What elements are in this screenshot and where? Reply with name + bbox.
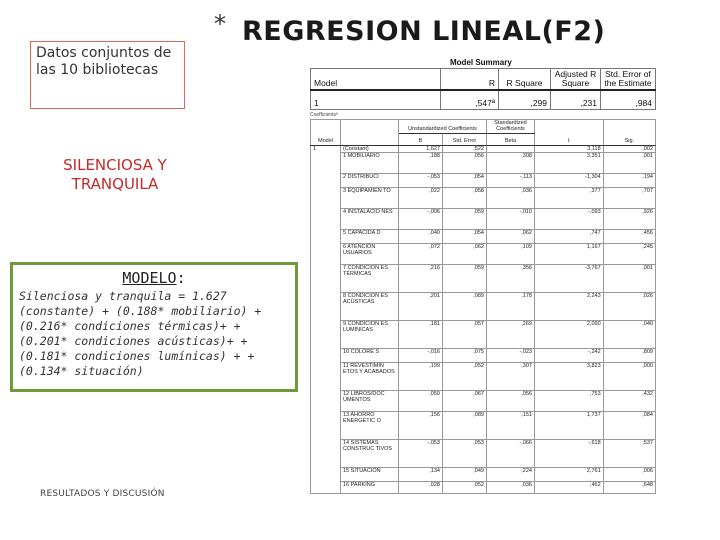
ms-cell-stderr: ,984 — [601, 90, 656, 109]
coef-variable: 10 COLORE S — [341, 348, 399, 362]
coef-value: -1,304 — [535, 173, 604, 187]
coef-variable: 2 DISTRIBUCI — [341, 173, 399, 187]
title-bullet: * — [214, 10, 226, 38]
coef-value: ,809 — [603, 348, 655, 362]
coef-value: ,308 — [487, 152, 535, 173]
datos-box — [30, 41, 185, 109]
coef-value: ,456 — [603, 229, 655, 243]
coef-row — [311, 208, 656, 229]
coef-variable: 9 CONDICION ES LUMÍNICAS — [341, 320, 399, 348]
coef-value: 3,118 — [535, 145, 604, 152]
coef-header-b: B — [399, 133, 443, 145]
coef-value: ,072 — [399, 243, 443, 264]
coef-value: 1,167 — [535, 243, 604, 264]
coef-row — [311, 173, 656, 187]
coef-value: ,151 — [487, 411, 535, 439]
coef-row — [311, 439, 656, 467]
datos-text: Datos conjuntos de las 10 bibliotecas — [36, 45, 172, 78]
coef-header-beta: Beta — [487, 133, 535, 145]
coef-value: -,006 — [399, 208, 443, 229]
coef-row — [311, 411, 656, 439]
coef-value: ,269 — [487, 320, 535, 348]
coef-value: ,058 — [443, 187, 487, 208]
coef-value: ,052 — [443, 481, 487, 493]
coef-value: ,707 — [603, 187, 655, 208]
coef-header-stderr: Std. Error — [443, 133, 487, 145]
modelo-heading — [19, 269, 289, 287]
coef-value: ,059 — [443, 264, 487, 292]
ms-cell-model: 1 — [311, 90, 441, 109]
coef-value: ,356 — [487, 264, 535, 292]
ms-header-stderr: Std. Error of the Estimate — [601, 69, 656, 91]
coef-value: ,194 — [603, 173, 655, 187]
coef-value: ,054 — [443, 173, 487, 187]
coef-value: 2,761 — [535, 467, 604, 481]
coef-value: ,002 — [603, 145, 655, 152]
coef-value: ,040 — [399, 229, 443, 243]
ms-header-rsquare: R Square — [499, 69, 551, 91]
model-summary-caption: Model Summary — [450, 58, 512, 67]
coef-header-std: Standardized Coefficients — [487, 120, 535, 134]
coef-header-unstd: Unstandardized Coefficients — [399, 120, 487, 134]
coef-variable: 11 REVESTIMIN ETOS Y ACABADOS — [341, 362, 399, 390]
coef-header-blank — [341, 120, 399, 146]
coef-value: ,000 — [603, 362, 655, 390]
coef-row — [311, 229, 656, 243]
coef-value: ,307 — [487, 362, 535, 390]
coef-value: ,109 — [487, 243, 535, 264]
coef-value: ,462 — [535, 481, 604, 493]
coef-value: ,224 — [487, 467, 535, 481]
ms-cell-rsquare: ,299 — [499, 90, 551, 109]
coefficients — [310, 112, 656, 488]
coef-header-sig: Sig. — [603, 120, 655, 146]
coef-value: ,216 — [399, 264, 443, 292]
coef-variable: 1 MOBILIARIO — [341, 152, 399, 173]
coef-value: 3,823 — [535, 362, 604, 390]
coef-variable: 8 CONDICION ES ACÚSTICAS — [341, 292, 399, 320]
silenciosa-heading: SILENCIOSA Y TRANQUILA — [63, 156, 167, 193]
coef-value: 2,090 — [535, 320, 604, 348]
coef-value: ,062 — [443, 243, 487, 264]
coef-value: ,049 — [443, 467, 487, 481]
coef-value: -,093 — [535, 208, 604, 229]
coef-value: -,242 — [535, 348, 604, 362]
coef-value: ,648 — [603, 481, 655, 493]
modelo-colon: : — [176, 269, 186, 287]
coef-value: ,056 — [443, 152, 487, 173]
coef-variable: 5 CAPACIDA D — [341, 229, 399, 243]
coef-value: ,050 — [399, 390, 443, 411]
coef-variable: 16 PARKING — [341, 481, 399, 493]
coef-value: 3,351 — [535, 152, 604, 173]
coef-value: ,028 — [399, 481, 443, 493]
model-summary-table — [310, 68, 656, 110]
coef-row — [311, 264, 656, 292]
coef-row — [311, 187, 656, 208]
coef-value: ,022 — [399, 187, 443, 208]
coef-value: ,075 — [443, 348, 487, 362]
coef-value: ,001 — [603, 264, 655, 292]
coef-value: ,056 — [487, 390, 535, 411]
coef-variable: 15 SITUACIÓN — [341, 467, 399, 481]
coefficients-body — [311, 145, 656, 493]
coef-value: ,084 — [603, 411, 655, 439]
coef-value: ,054 — [443, 229, 487, 243]
coef-variable: 4 INSTALACIO NES — [341, 208, 399, 229]
coef-value: -,023 — [487, 348, 535, 362]
ms-cell-r: ,547ª — [441, 90, 499, 109]
coef-value: ,156 — [399, 411, 443, 439]
coef-value: -,053 — [399, 173, 443, 187]
coef-value: -,053 — [399, 439, 443, 467]
coef-value: ,747 — [535, 229, 604, 243]
coef-value: ,245 — [603, 243, 655, 264]
modelo-equation: Silenciosa y tranquila = 1.627 (constante) + (0.188* mobiliario) + (0.216* condiciones térmicas)+ +(0.201* condiciones acústicas)+ +(0.181* condiciones lumínicas) + +(0.134* situación) — [19, 289, 262, 378]
coef-row — [311, 467, 656, 481]
coef-value: ,926 — [603, 208, 655, 229]
coef-variable: 6 ATENCIÓN USUARIOS — [341, 243, 399, 264]
coef-value: ,006 — [603, 467, 655, 481]
ms-header-adj: Adjusted R Square — [551, 69, 601, 91]
coef-value: ,753 — [535, 390, 604, 411]
coef-value: ,036 — [487, 481, 535, 493]
ms-header-model: Model — [311, 69, 441, 91]
coef-value: ,178 — [487, 292, 535, 320]
coef-row — [311, 243, 656, 264]
coef-row — [311, 292, 656, 320]
coef-value: 1,737 — [535, 411, 604, 439]
coef-row — [311, 481, 656, 493]
coef-row — [311, 320, 656, 348]
coef-row — [311, 362, 656, 390]
coef-value: ,053 — [443, 439, 487, 467]
coef-variable: 3 EQUIPAMIEN TO — [341, 187, 399, 208]
coefficients-caption: Coefficientsª — [310, 112, 338, 118]
page-title: REGRESION LINEAL(F2) — [242, 16, 606, 47]
coef-value: -3,767 — [535, 264, 604, 292]
coef-value: -,618 — [535, 439, 604, 467]
coef-variable: 7 CONDICION ES TÉRMICAS — [341, 264, 399, 292]
coef-row — [311, 145, 656, 152]
coef-value: ,522 — [443, 145, 487, 152]
coef-variable: 14 SISTEMAS CONSTRUC TIVOS — [341, 439, 399, 467]
coef-value: ,036 — [487, 187, 535, 208]
coef-value: ,067 — [443, 390, 487, 411]
coef-value: ,377 — [535, 187, 604, 208]
coef-value: -,016 — [399, 348, 443, 362]
ms-header-r: R — [441, 69, 499, 91]
coef-variable: 13 AHORRO ENERGÉTIC O — [341, 411, 399, 439]
coef-value: ,059 — [443, 208, 487, 229]
coef-value: ,201 — [399, 292, 443, 320]
coef-value: ,052 — [443, 362, 487, 390]
section-footer: RESULTADOS Y DISCUSIÓN — [40, 489, 165, 499]
modelo-label: MODELO — [122, 269, 177, 287]
coef-header-model: Model — [311, 120, 341, 146]
model-summary — [310, 58, 656, 114]
coef-value: ,057 — [443, 320, 487, 348]
coef-value: ,199 — [399, 362, 443, 390]
coef-value: ,026 — [603, 292, 655, 320]
coef-row — [311, 348, 656, 362]
coef-row — [311, 390, 656, 411]
coef-value: ,089 — [443, 411, 487, 439]
coef-value: ,181 — [399, 320, 443, 348]
coef-value: ,432 — [603, 390, 655, 411]
coefficients-table — [310, 119, 656, 494]
coef-model-number: 1 — [311, 145, 341, 493]
modelo-box — [10, 262, 298, 392]
coef-header-t: t — [535, 120, 604, 146]
coef-value: ,188 — [399, 152, 443, 173]
coef-value: ,537 — [603, 439, 655, 467]
coef-value: -,066 — [487, 439, 535, 467]
coef-variable: (Constant) — [341, 145, 399, 152]
coef-value — [487, 145, 535, 152]
coef-value: ,062 — [487, 229, 535, 243]
coef-value: 1,627 — [399, 145, 443, 152]
coef-value: 2,243 — [535, 292, 604, 320]
coef-value: ,040 — [603, 320, 655, 348]
coef-row — [311, 152, 656, 173]
ms-cell-adj: ,231 — [551, 90, 601, 109]
coef-value: ,134 — [399, 467, 443, 481]
coef-value: -,113 — [487, 173, 535, 187]
coef-variable: 12 LIBROS/DOC UMENTOS — [341, 390, 399, 411]
coef-value: ,001 — [603, 152, 655, 173]
coef-value: ,089 — [443, 292, 487, 320]
coef-value: -,010 — [487, 208, 535, 229]
